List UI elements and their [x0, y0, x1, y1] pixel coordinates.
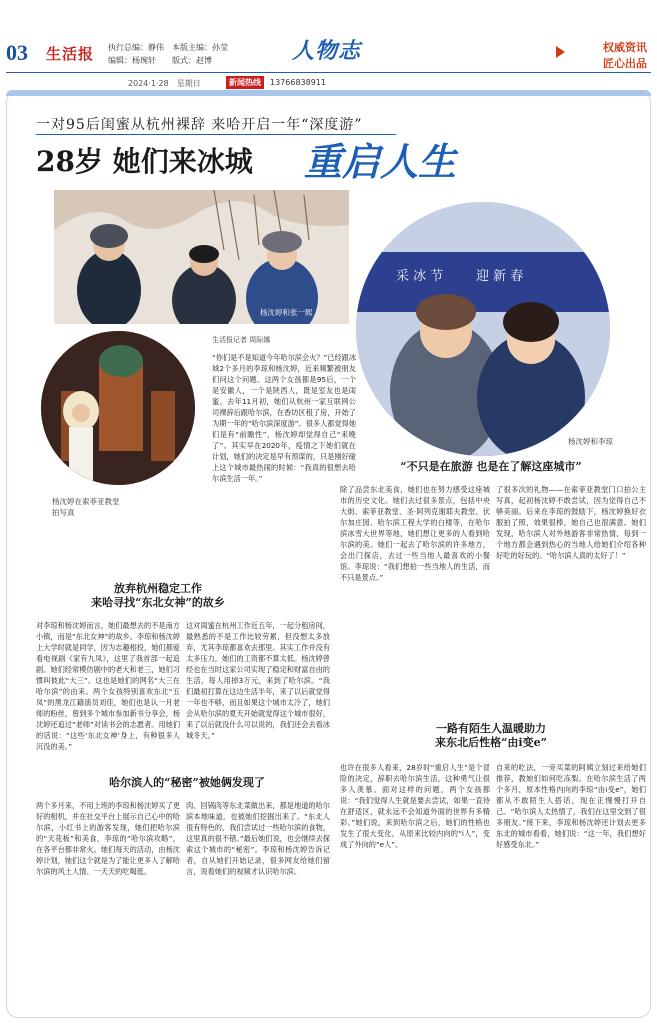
subtitle-personality-change: 一路有陌生人温暖助力 来东北后性格“由i变e”	[435, 722, 547, 749]
article-subhead: 一对95后闺蜜从杭州裸辞 来哈开启一年“深度游”	[36, 117, 363, 133]
page-number: 03	[6, 40, 28, 65]
staff-exec-editor: 执行总编：静伟	[108, 43, 164, 52]
staff-layout: 版式：赵博	[172, 56, 212, 65]
photo3-caption: 杨沈婷和李琼	[568, 437, 613, 446]
photo-two-women-outdoor	[54, 190, 349, 324]
headline-accent: 重启人生	[304, 139, 457, 184]
body-col-right-3: 也许在很多人看来，28岁时“重启人生”是个冒险的决定，辞职去哈尔滨生活，这种勇气让很多人羡慕。面对这样的问题，两个女孩都说：“我们觉得人生就是要去尝试，如果一直待在舒适区，就永远不会知道外面的世界有多精彩。”她们说，来到哈尔滨之后，她们的性格也发生了很大变化，从原来比较内向的“i人”，变成了外向的“e人”。	[340, 763, 490, 849]
body-col-right-4: 自来的吃法，一旁买菜的阿姨立刻过来给她们推荐，教她们如何吃冻梨。在哈尔滨生活了两个多月，原本性格内向的李琼“由i变e”，她们都从不敢陌生人搭话，现在正慢慢打开自己。“哈尔滨人太热情了，我们在这里交到了很多朋友。”接下来，李琼和杨沈婷还计划去更多东北的城市看看，她们说：“这一年，我们想好好感受东北。”	[496, 763, 646, 849]
slogan-line-2: 匠心出品	[603, 57, 647, 70]
headline-main: 28岁 她们来冰城	[36, 145, 253, 178]
section-title: 人物志	[292, 38, 362, 64]
article-frame-topbar	[6, 90, 651, 96]
subtitle-understand-city: “不只是在旅游 也是在了解这座城市”	[400, 460, 582, 473]
body-col-left-3: 两个多月来，不用上班的李琼和杨沈婷买了更好的相机，并在社交平台上展示自己心中的哈尔滨，小红书上的游客发现，她们把哈尔滨的“天花板”和美食，李琼的“哈尔滨攻略”，在各平台都非常火。她们每天的活动，由杨沈婷计划，她们这个就是为了能让更多人了解哈尔滨的风土人情、一天天的吃喝逛。	[36, 801, 180, 876]
body-col-left-4: 肉、回锅肉等东北菜做出来，都是地道的哈尔滨本地味道，也被她们挖掘出来了。“东北人很有特色的，我们尝试过一些哈尔滨的食物，这里真的很不错。”最后她们说，也会继续去探索这个城市的“秘密”。李琼和杨沈婷告诉记者，自从她们开始记录，很多网友给她们留言，说看她们的视频才认识哈尔滨。	[186, 801, 330, 876]
staff-edition-editor: 本版主编：孙莹	[172, 43, 228, 52]
slogan-line-1: 权威资讯	[603, 41, 647, 54]
slogan-arrow-icon	[556, 46, 565, 58]
photo3-illustration	[356, 202, 610, 456]
body-col-right-1: 除了品尝东北美食，她们也在努力感受这座城市的历史文化。她们去过很多景点，包括中央大街、索菲亚教堂、圣·阿列克谢耶夫教堂、伏尔加庄园、哈尔滨工程大学的白楼等，在哈尔滨冰雪大世界等地，她们想让更多的人看到哈尔滨的美。她们一起去了哈尔滨的许多地方，会出门探店，去过一些当地人最喜欢的小餐馆。李琼说：“我们想拍一些当地人的生活，而不只是景点。”	[340, 485, 490, 582]
body-col-left-2: 这对闺蜜在杭州工作近五年，一起分租房间，最熟悉的不是工作比较劳累，但没想太多放弃，尤其李琼都喜欢去那里。其实工作并没有太多压力，她们的工资都不算太低。杨沈婷曾经也在当时这家公司实现了稳定和财富自由的生活，每人用掉3万元，来到了哈尔滨。“我们最初打算在这边生活半年，来了以后就觉得一年也不够，而且如果这个城市太冷了，她们会从哈尔滨的夏天开始就觉得这个城市很好，来了以后就没什么可以说的，我们还会去看冰城冬天。”	[186, 621, 330, 740]
photo2-illustration	[41, 331, 195, 485]
issue-date: 2024·1·28 星期日	[128, 79, 201, 88]
paper-logo: 生活报	[46, 45, 95, 63]
hotline-number: 13766838911	[270, 78, 326, 87]
svg-text:迎 新 春: 迎 新 春	[476, 269, 524, 284]
slogan	[603, 40, 647, 72]
body-col-right-2: 了很多次的礼物——在索菲亚教堂门口拍公主写真，起初杨沈婷不敢尝试，因为觉得自己不够美丽。后来在李琼的鼓励下，杨沈婷换好衣服拍了照，效果很棒，她自己也很满意。她们发现，哈尔滨人对外地游客非常热情，每到一个地方都会遇到热心的当地人给她们介绍各种好吃的好玩的。“哈尔滨人真的太好了！”	[496, 485, 646, 560]
subtitle-quit-job: 放弃杭州稳定工作 来哈寻找“东北女神”的故乡	[91, 582, 225, 609]
photo1-illustration	[54, 190, 349, 324]
photo-ice-festival-selfie	[352, 198, 614, 460]
header-divider	[6, 72, 651, 73]
photo1-caption: 杨沈婷和张一熙	[260, 308, 313, 317]
hotline-label: 新闻热线	[226, 76, 264, 89]
byline: 生活报记者 周际娜	[212, 336, 271, 344]
photo-cathedral-portrait	[38, 328, 198, 488]
svg-text:采 冰 节: 采 冰 节	[396, 269, 444, 284]
body-col-left-1: 对李琼和杨沈婷而言，她们最想去的不是南方小镇，而是“东北女神”的故乡。李琼和杨沈婷上大学时就是同学，因为志趣相投，她们都爱看电视剧《家有九凤》，这里了我首部一起追剧。她们经常模仿剧中的老大和老三，她们习惯叫彼此“大三”。这也是她们的网名“大三在哈尔滨”的由来。两个女孩特别喜欢东北“五凤”的黑龙江籍演员刘佳，她们也是认一月老师的粉丝，曾到多个城市参加新书分享会，杨沈婷还追过“老师”对读书会的志愿者。用她们的话说：“这些‘东北女神’身上，有种很多人沉没的美。”	[36, 621, 180, 751]
subtitle-secret: 哈尔滨人的“秘密”被她俩发现了	[109, 776, 265, 789]
photo2-caption: 杨沈婷在索菲亚教堂拍写真	[52, 497, 120, 517]
intro-paragraph: “你们是不是知道今年哈尔滨会火？”已经跟冰城2个多月的李琼和杨沈婷，近来频繁被朋友们问这个问题。这两个女孩都是95后，一个是安徽人，一个是陕西人，既是室友也是闺蜜。去年11月初，她们从杭州一家互联网公司裸辞后跟哈尔滨，在香坊区租了房，开始了为期一年的“哈尔滨深度游”。很多人都觉得她们是有“前瞻性”，杨沈婷却觉得自己“来晚了”。其实早在2020年，疫情之下她们就在计划，她们的决定是早有预谋的，只是刚好碰上这个城市最热闹的时候：“我真的很想去哈尔滨生活一年。”	[212, 353, 356, 483]
staff-editor: 编辑：杨琬轩	[108, 56, 156, 65]
